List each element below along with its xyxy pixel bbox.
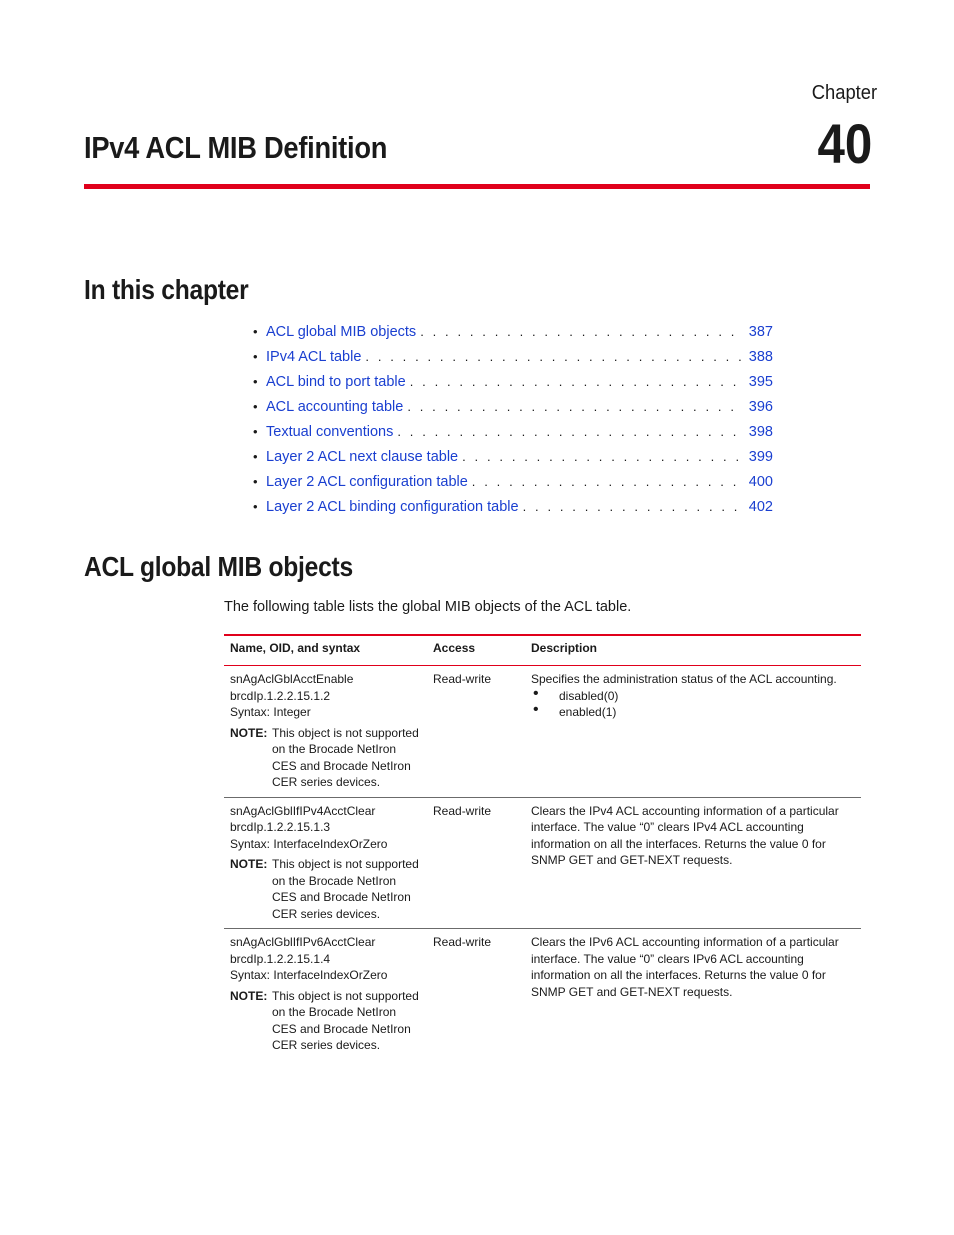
toc-link[interactable]: ACL global MIB objects [266, 324, 417, 340]
table-header-row [224, 635, 861, 666]
toc-link[interactable]: ACL accounting table [266, 399, 404, 415]
toc-page[interactable]: 399 [748, 449, 773, 465]
toc-item[interactable] [253, 472, 773, 497]
chapter-number: 40 [817, 112, 872, 175]
bullet-icon: • [253, 499, 258, 514]
column-header-description: Description [525, 635, 861, 666]
name-cell [224, 666, 427, 798]
toc-leader [523, 497, 743, 517]
intro-text: The following table lists the global MIB objects of the ACL table. [224, 599, 632, 615]
object-name: snAgAclGblAcctEnable [230, 672, 354, 686]
bullet-icon: • [253, 449, 258, 464]
object-syntax: Syntax: InterfaceIndexOrZero [230, 968, 388, 982]
access-cell: Read-write [427, 797, 525, 929]
toc-item[interactable] [253, 422, 773, 447]
note-label: NOTE: [230, 857, 268, 871]
chapter-title: IPv4 ACL MIB Definition [84, 130, 388, 165]
note-text: This object is not supported on the Brocade NetIron CES and Brocade NetIron CER series devices. [272, 988, 419, 1052]
chapter-label: Chapter [811, 82, 877, 104]
table-row [224, 929, 861, 1060]
toc-leader [410, 372, 743, 392]
toc-link[interactable]: IPv4 ACL table [266, 349, 362, 365]
toc-leader [397, 422, 742, 442]
toc-item[interactable] [253, 497, 773, 522]
note [230, 725, 421, 791]
object-name: snAgAclGblIfIPv6AcctClear [230, 935, 376, 949]
toc-item[interactable] [253, 397, 773, 422]
object-oid: brcdIp.1.2.2.15.1.3 [230, 820, 331, 834]
table-row [224, 666, 861, 798]
note-text: This object is not supported on the Brocade NetIron CES and Brocade NetIron CER series devices. [272, 725, 419, 789]
toc-link[interactable]: Layer 2 ACL configuration table [266, 474, 468, 490]
bullet-icon: • [253, 349, 258, 364]
name-cell [224, 797, 427, 929]
object-syntax: Syntax: InterfaceIndexOrZero [230, 836, 388, 851]
description-cell [525, 666, 861, 798]
note-label: NOTE: [230, 725, 268, 740]
bullet-icon: • [253, 324, 258, 339]
toc-link[interactable]: Layer 2 ACL next clause table [266, 449, 459, 465]
column-header-name: Name, OID, and syntax [224, 635, 427, 666]
bullet-icon: • [253, 374, 258, 389]
toc-item[interactable] [253, 322, 773, 347]
toc-page[interactable]: 398 [748, 424, 773, 440]
toc-item[interactable] [253, 447, 773, 472]
description-cell: Clears the IPv6 ACL accounting information of a particular interface. The value “0” clears IPv6 ACL accounting information on all the interfaces. Returns the value 0 for SNMP GET and GET-NEXT requests. [531, 935, 839, 999]
chapter-toc [253, 322, 773, 522]
bullet-icon: • [253, 399, 258, 414]
list-item: • enabled(1) [531, 704, 855, 721]
note [230, 856, 421, 922]
toc-page[interactable]: 400 [748, 474, 773, 490]
object-oid: brcdIp.1.2.2.15.1.2 [230, 688, 331, 703]
toc-page[interactable]: 387 [748, 324, 773, 340]
toc-leader [365, 347, 742, 367]
toc-item[interactable] [253, 347, 773, 372]
bullet-icon: • [253, 424, 258, 439]
description-cell: Clears the IPv4 ACL accounting information of a particular interface. The value “0” clears IPv4 ACL accounting information on all the interfaces. Returns the value 0 for SNMP GET and GET-NEXT requests. [525, 797, 861, 929]
note-text: This object is not supported on the Brocade NetIron CES and Brocade NetIron CER series devices. [272, 857, 419, 921]
toc-leader [420, 322, 743, 342]
acl-global-heading: ACL global MIB objects [84, 551, 353, 582]
toc-page[interactable]: 402 [748, 499, 773, 515]
chapter-rule [84, 184, 870, 189]
access-cell: Read-write [433, 935, 492, 949]
toc-leader [472, 472, 743, 492]
toc-link[interactable]: Textual conventions [266, 424, 394, 440]
note-label: NOTE: [230, 988, 268, 1003]
note [230, 988, 421, 1054]
object-syntax: Syntax: Integer [230, 705, 311, 719]
toc-leader [407, 397, 742, 417]
toc-page[interactable]: 395 [748, 374, 773, 390]
toc-leader [462, 447, 743, 467]
toc-link[interactable]: ACL bind to port table [266, 374, 406, 390]
mib-objects-table [224, 634, 861, 1060]
toc-item[interactable] [253, 372, 773, 397]
toc-page[interactable]: 396 [748, 399, 773, 415]
toc-page[interactable]: 388 [748, 349, 773, 365]
name-cell [224, 929, 427, 1060]
access-cell: Read-write [427, 666, 525, 798]
toc-link[interactable]: Layer 2 ACL binding configuration table [266, 499, 519, 515]
value-list [531, 688, 855, 721]
column-header-access: Access [427, 635, 525, 666]
bullet-icon: • [253, 474, 258, 489]
description-text: Specifies the administration status of the ACL accounting. [531, 672, 837, 686]
table-row [224, 797, 861, 929]
object-name: snAgAclGblIfIPv4AcctClear [230, 803, 376, 818]
list-item: • disabled(0) [531, 688, 855, 705]
object-oid: brcdIp.1.2.2.15.1.4 [230, 951, 331, 966]
in-this-chapter-heading: In this chapter [84, 274, 249, 305]
